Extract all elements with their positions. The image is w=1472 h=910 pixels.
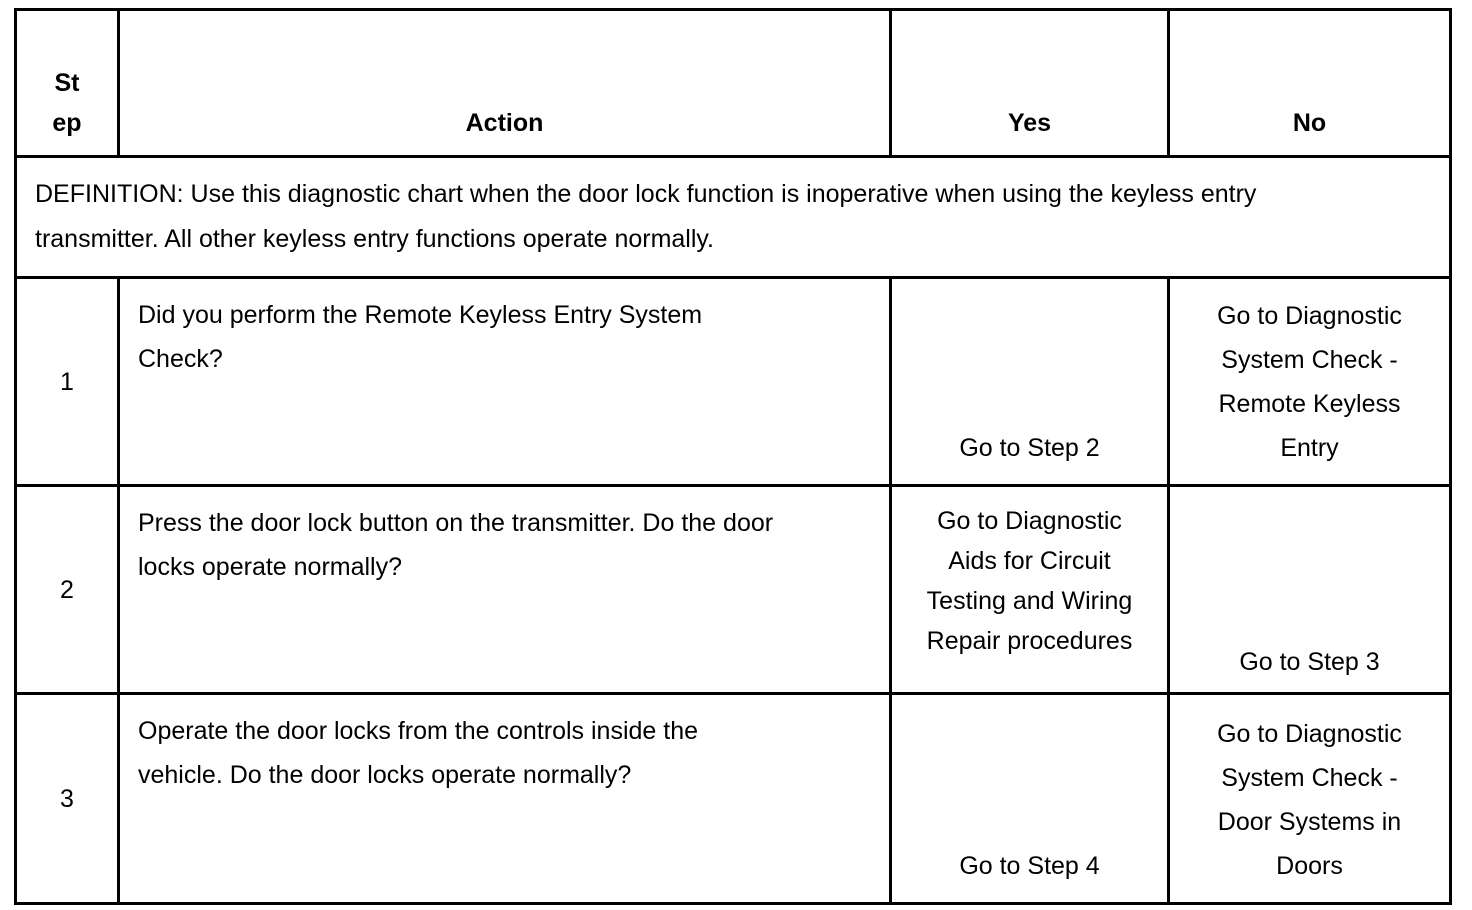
yes-result: Go to Step 2 bbox=[891, 278, 1169, 486]
no-result: Go to Diagnostic System Check - Door Systems in Doors bbox=[1169, 694, 1451, 904]
action-text: Did you perform the Remote Keyless Entry System Check? bbox=[119, 278, 891, 486]
table-row bbox=[16, 694, 1451, 904]
header-yes: Yes bbox=[891, 10, 1169, 157]
action-text: Operate the door locks from the controls inside the vehicle. Do the door locks operate normally? bbox=[119, 694, 891, 904]
definition-row bbox=[16, 157, 1451, 278]
table-row bbox=[16, 486, 1451, 694]
yes-result: Go to Diagnostic Aids for Circuit Testing and Wiring Repair procedures bbox=[891, 486, 1169, 694]
step-number: 1 bbox=[16, 278, 119, 486]
action-text: Press the door lock button on the transmitter. Do the door locks operate normally? bbox=[119, 486, 891, 694]
header-no: No bbox=[1169, 10, 1451, 157]
table-row bbox=[16, 278, 1451, 486]
step-number: 3 bbox=[16, 694, 119, 904]
step-number: 2 bbox=[16, 486, 119, 694]
no-result: Go to Diagnostic System Check - Remote Keyless Entry bbox=[1169, 278, 1451, 486]
header-row bbox=[16, 10, 1451, 157]
header-step: St ep bbox=[16, 10, 119, 157]
definition-text: DEFINITION: Use this diagnostic chart when the door lock function is inoperative when using the keyless entry transmitter. All other keyless entry functions operate normally. bbox=[16, 157, 1451, 278]
no-result: Go to Step 3 bbox=[1169, 486, 1451, 694]
diagnostic-table bbox=[14, 8, 1452, 905]
header-action: Action bbox=[119, 10, 891, 157]
yes-result: Go to Step 4 bbox=[891, 694, 1169, 904]
